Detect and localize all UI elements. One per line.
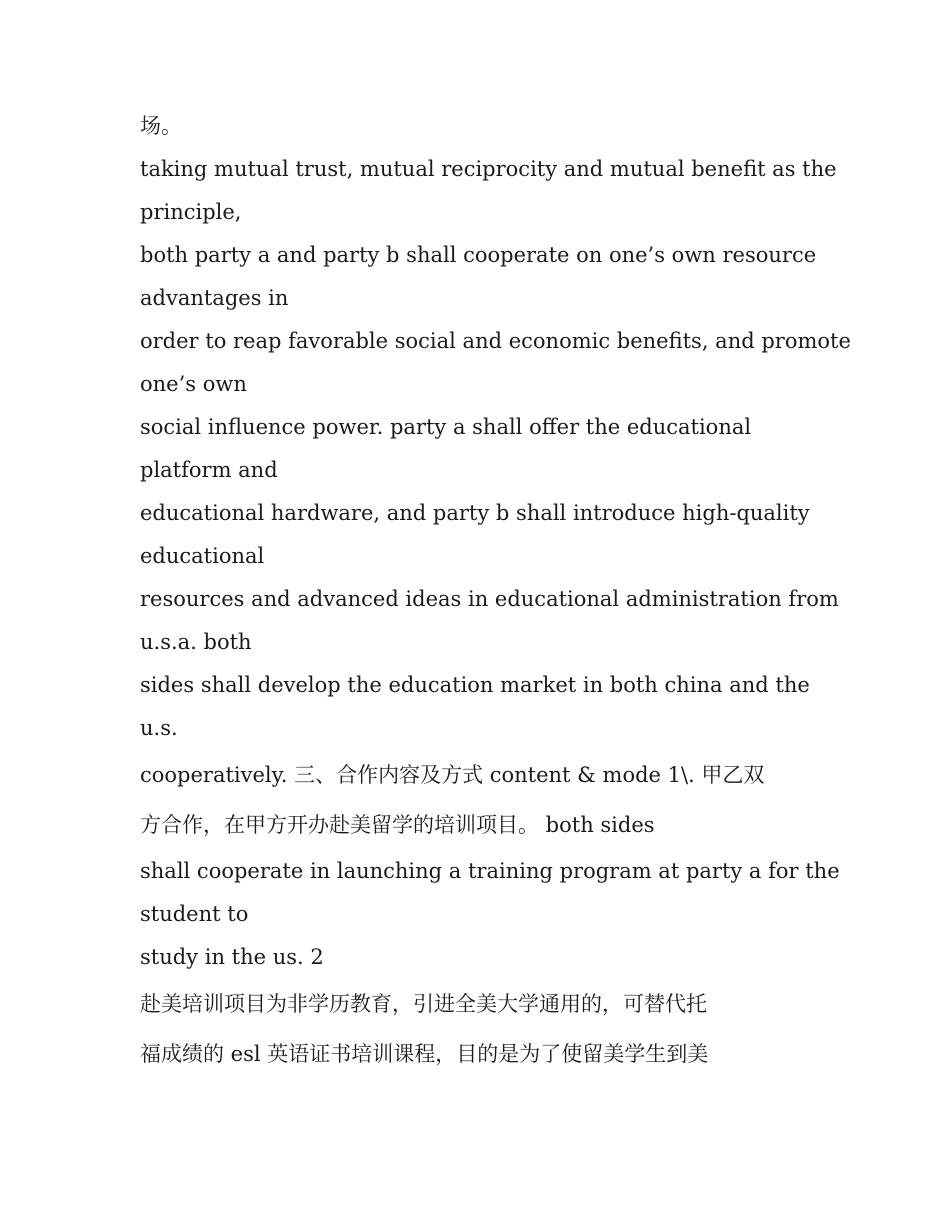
text-line: sides shall develop the education market in both china and the [140,673,810,697]
text-line: educational hardware, and party b shall introduce high-quality [140,501,810,525]
text-line: u.s.a. both [140,630,252,654]
text-line: u.s. [140,716,178,740]
text-line: one’s own [140,372,247,396]
text-line: order to reap favorable social and economic benefits, and promote [140,329,851,353]
text-line: student to [140,902,249,926]
text-line: 赴美培训项目为非学历教育，引进全美大学通用的，可替代托 [140,992,707,1016]
text-line: 方合作，在甲方开办赴美留学的培训项目。 both sides [140,813,655,837]
text-line: 场。 [140,114,182,138]
text-line: social influence power. party a shall offer the educational [140,415,752,439]
text-line: shall cooperate in launching a training program at party a for the [140,859,840,883]
text-line: cooperatively. 三、合作内容及方式 content & mode 1\. 甲乙双 [140,763,765,787]
text-line: 福成绩的 esl 英语证书培训课程，目的是为了使留美学生到美 [140,1042,709,1066]
text-line: resources and advanced ideas in educational administration from [140,587,839,611]
document-body [140,105,851,1079]
text-line: study in the us. 2 [140,945,324,969]
text-line: principle, [140,200,242,224]
text-line: educational [140,544,265,568]
text-line: taking mutual trust, mutual reciprocity and mutual benefit as the [140,157,837,181]
text-line: both party a and party b shall cooperate on one’s own resource [140,243,817,267]
text-line: advantages in [140,286,289,310]
text-line: platform and [140,458,278,482]
